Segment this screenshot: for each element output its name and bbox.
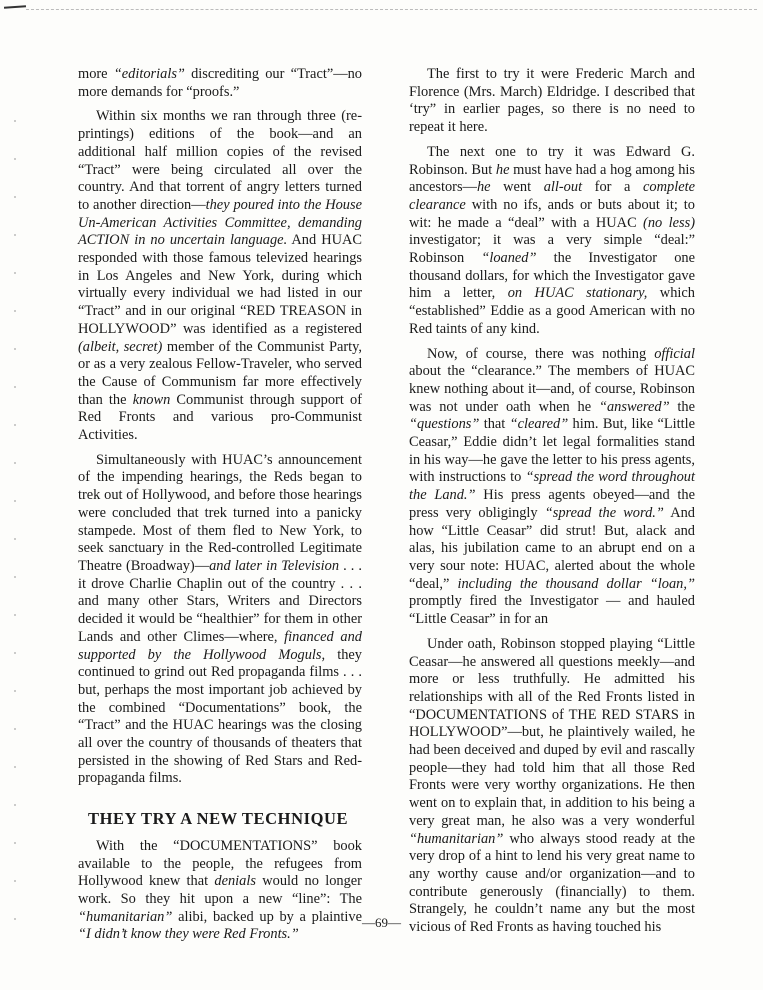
left-paragraph-2: Within six months we ran through three (re-printings) editions of the book—and an additional half million copies of the revised “Tract” were being circulated all over the country. And that torrent of angry letters turned to another direction—they poured into the House Un-American Activities Committee, demanding ACTION in no uncertain language. And HUAC responded with those famous televized hearings in Los Angeles and New York, during which virtually every individual we had listed in our “Tract” and in our original “RED TREASON in HOLLYWOOD” was identified as a registered (albeit, secret) member of the Communist Party, or as a very zealous Fellow-Traveler, who served the Cause of Communism far more effectively than the known Communist through support of Red Fronts and various pro-Communist Activities. (78, 108, 362, 444)
right-paragraph-2: The next one to try it was Edward G. Robinson. But he must have had a hog among his ancestors—he went all-out for a complete clearance with no ifs, ands or buts about it; to wit: he made a “deal” with a HUAC (no less) investigator; it was a very simple “deal:” Robinson “loaned” the Investigator one thousand dollars, for which the Investigator gave him a letter, on HUAC stationary, which “established” Eddie as a good American with no Red taints of any kind. (409, 143, 695, 337)
left-column (78, 66, 362, 951)
left-paragraph-3: Simultaneously with HUAC’s announcement of the impending hearings, the Reds began to trek out of Hollywood, and before those hearings were concluded that trek turned into a panicky stampede. Most of them fled to New York, to seek sanctuary in the Red-controlled Legitimate Theatre (Broadway)—and later in Television . . . it drove Charlie Chaplin out of the country . . . and many other Stars, Writers and Directors decided it would be “healthier” for them in other Lands and other Climes—where, financed and supported by the Hollywood Moguls, they continued to grind out Red propaganda films . . . but, perhaps the most important job achieved by the combined “Documentations” book, the “Tract” and the HUAC hearings was the closing all over the country of thousands of theaters that persisted in the showing of Red Stars and Red-propaganda films. (78, 451, 362, 787)
scan-edge-specks (14, 120, 16, 940)
right-paragraph-3: Now, of course, there was nothing official about the “clearance.” The members of HUAC knew nothing about it—and, of course, Robinson was not under oath when he “answered” the “questions” that “cleared” him. But, like “Little Ceasar,” Eddie didn’t let legal formalities stand in his way—he gave the letter to his press agents, with instructions to “spread the word throughout the Land.” His press agents obeyed—and the press very obligingly “spread the word.” And how “Little Ceasar” did strut! But, alack and alas, his jubilation came to an abrupt end on a very sour note: HUAC, alerted about the whole “deal,” including the thousand dollar “loan,” promptly fired the Investigator — and hauled “Little Ceasar” in for an (409, 345, 696, 628)
page-number: —69— (362, 915, 401, 930)
right-paragraph-1: The first to try it were Frederic March and Florence (Mrs. March) Eldridge. I described that ‘try” in earlier pages, so there is no need to repeat it here. (409, 66, 695, 136)
section-heading: THEY TRY A NEW TECHNIQUE (88, 809, 349, 829)
scan-corner-mark (4, 5, 26, 9)
right-column (409, 66, 695, 944)
left-paragraph-4: With the “DOCUMENTATIONS” book available to the people, the refugees from Hollywood knew that denials would no longer work. So they hit upon a new “line”: The “humanitarian” alibi, backed up by a plaintive “I didn’t know they were Red Fronts.” (78, 837, 362, 943)
left-paragraph-1: more “editorials” discrediting our “Tract”—no more demands for “proofs.” (78, 66, 362, 100)
right-paragraph-4: Under oath, Robinson stopped playing “Little Ceasar—he answered all questions meekly—and more or less truthfully. He admitted his relationships with all of the Red Fronts listed in “DOCUMENTATIONS of THE RED STARS in HOLLYWOOD”—but, he plaintively wailed, he had been deceived and duped by evil and rascally people—they had told him that all those Red Fronts were very worthy organizations. He then went on to explain that, in addition to his being a very great man, he also was a very wonderful “humanitarian” who always stood ready at the very drop of a hint to lend his very great name to any worthy cause and/or organization—and to contribute generously (financially) to them. Strangely, he couldn’t name any but the most vicious of Red Fronts as having touched his (409, 635, 695, 936)
scan-top-rule (26, 9, 757, 10)
